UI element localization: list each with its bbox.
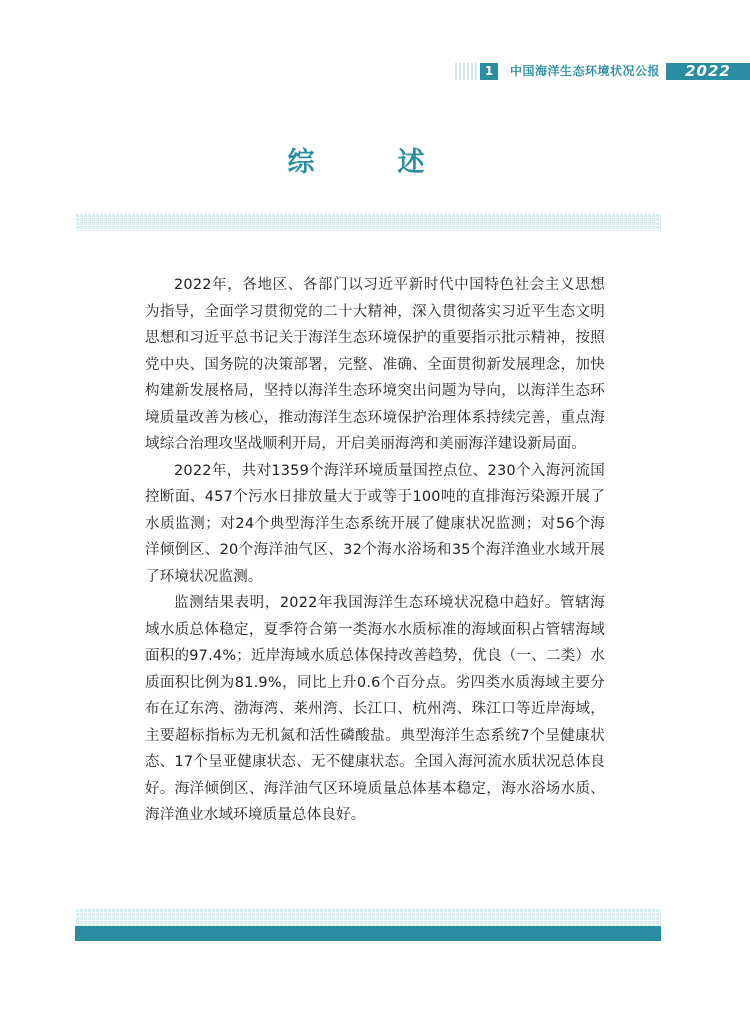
paragraph: 2022年，共对1359个海洋环境质量国控点位、230个入海河流国控断面、457个污水日排放量大于或等于100吨的直排海污染源开展了水质监测；对24个典型海洋生态系统开展了健康状况监测；对56个海洋倾倒区、20个海洋油气区、32个海水浴场和35个海洋渔业水域开展了环境状况监测。 (145, 462, 605, 585)
bottom-dotted-band (75, 908, 661, 926)
header-stripes (455, 63, 477, 80)
paragraph: 监测结果表明，2022年我国海洋生态环境状况稳中趋好。管辖海域水质总体稳定，夏季符合第一类海水水质标准的海域面积占管辖海域面积的97.4%；近岸海域水质总体保持改善趋势，优良（一、二类）水质面积比例为81.9%，同比上升0.6个百分点。劣四类水质海域主要分布在辽东湾、渤海湾、莱州湾、长江口、杭州湾、珠江口等近岸海域，主要超标指标为无机氮和活性磷酸盐。典型海洋生态系统7个呈健康状态、17个呈亚健康状态、无不健康状态。全国入海河流水质状况总体良好。海洋倾倒区、海洋油气区环境质量总体基本稳定，海水浴场水质、海洋渔业水域环境质量总体良好。 (145, 595, 605, 823)
page-number: 1 (480, 63, 498, 80)
bottom-bar (75, 926, 661, 941)
paragraph: 2022年，各地区、各部门以习近平新时代中国特色社会主义思想为指导，全面学习贯彻党的二十大精神，深入贯彻落实习近平生态文明思想和习近平总书记关于海洋生态环境保护的重要指示批示精神，按照党中央、国务院的决策部署，完整、准确、全面贯彻新发展理念，加快构建新发展格局，坚持以海洋生态环境突出问题为导向，以海洋生态环境质量改善为核心，推动海洋生态环境保护治理体系持续完善，重点海域综合治理攻坚战顺利开局，开启美丽海湾和美丽海洋建设新局面。 (145, 277, 605, 452)
body-text (145, 272, 605, 829)
top-dotted-band (75, 213, 661, 231)
page-title: 综 述 (287, 147, 453, 178)
year-badge: 2022 (666, 63, 750, 80)
publication-title: 中国海洋生态环境状况公报 (510, 64, 661, 78)
